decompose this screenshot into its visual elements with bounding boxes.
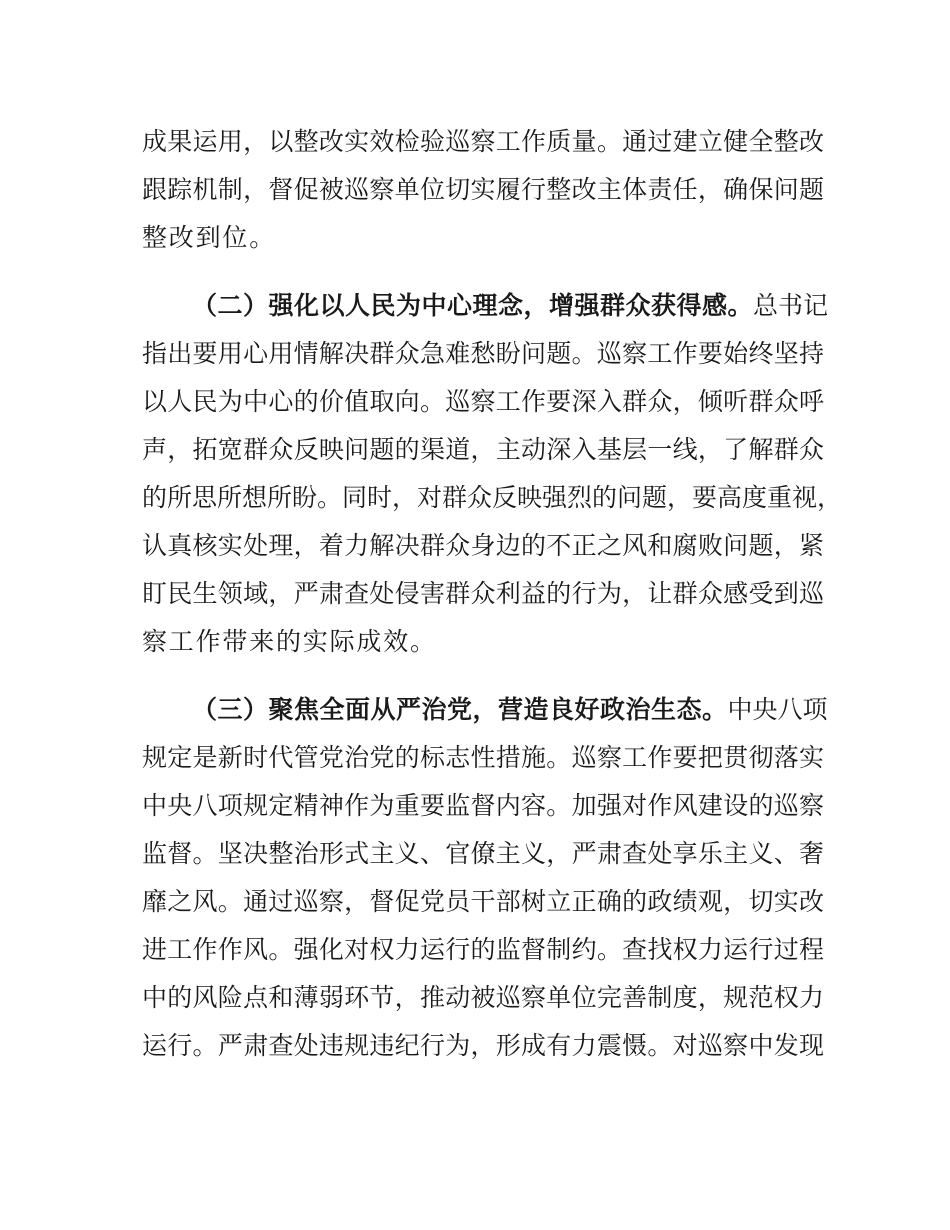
paragraph-line: 的所思所想所盼。同时，对群众反映强烈的问题，要高度重视， xyxy=(142,483,843,512)
section-heading-3: （三）聚焦全面从严治党，营造良好政治生态。 xyxy=(192,695,728,724)
paragraph-spacer xyxy=(142,262,824,282)
paragraph-line: 盯民生领域，严肃查处侵害群众利益的行为，让群众感受到巡 xyxy=(142,579,824,608)
paragraph-line: 中央八项规定精神作为重要监督内容。加强对作风建设的巡察 xyxy=(142,791,824,820)
paragraph-text: 总书记 xyxy=(753,291,829,320)
paragraph-line: 以人民为中心的价值取向。巡察工作要深入群众，倾听群众呼 xyxy=(142,387,824,416)
paragraph-line: 声，拓宽群众反映问题的渠道，主动深入基层一线，了解群众 xyxy=(142,435,824,464)
paragraph-text: 中央八项 xyxy=(727,695,828,724)
paragraph-line: 中的风险点和薄弱环节，推动被巡察单位完善制度，规范权力 xyxy=(142,983,824,1012)
paragraph-line: 运行。严肃查处违规违纪行为，形成有力震慑。对巡察中发现 xyxy=(142,1031,824,1060)
paragraph-1 xyxy=(142,118,824,262)
paragraph-line: 监督。坚决整治形式主义、官僚主义，严肃查处享乐主义、奢 xyxy=(142,839,824,868)
section-heading-2: （二）强化以人民为中心理念，增强群众获得感。 xyxy=(192,291,754,320)
paragraph-line: 靡之风。通过巡察，督促党员干部树立正确的政绩观，切实改 xyxy=(142,887,824,916)
paragraph-2 xyxy=(142,282,843,666)
paragraph-line: 整改到位。 xyxy=(142,223,277,252)
paragraph-3 xyxy=(142,686,828,1070)
paragraph-line: 成果运用，以整改实效检验巡察工作质量。通过建立健全整改 xyxy=(142,127,824,156)
paragraph-line: 规定是新时代管党治党的标志性措施。巡察工作要把贯彻落实 xyxy=(142,743,824,772)
paragraph-spacer xyxy=(142,666,824,686)
paragraph-line: 察工作带来的实际成效。 xyxy=(142,627,437,656)
document-body xyxy=(142,118,843,1070)
paragraph-line: 指出要用心用情解决群众急难愁盼问题。巡察工作要始终坚持 xyxy=(142,339,824,368)
paragraph-line: 认真核实处理，着力解决群众身边的不正之风和腐败问题，紧 xyxy=(142,531,824,560)
paragraph-first-line xyxy=(142,282,829,330)
paragraph-first-line xyxy=(142,686,828,734)
paragraph-line: 跟踪机制，督促被巡察单位切实履行整改主体责任，确保问题 xyxy=(142,175,824,204)
paragraph-line: 进工作作风。强化对权力运行的监督制约。查找权力运行过程 xyxy=(142,935,824,964)
